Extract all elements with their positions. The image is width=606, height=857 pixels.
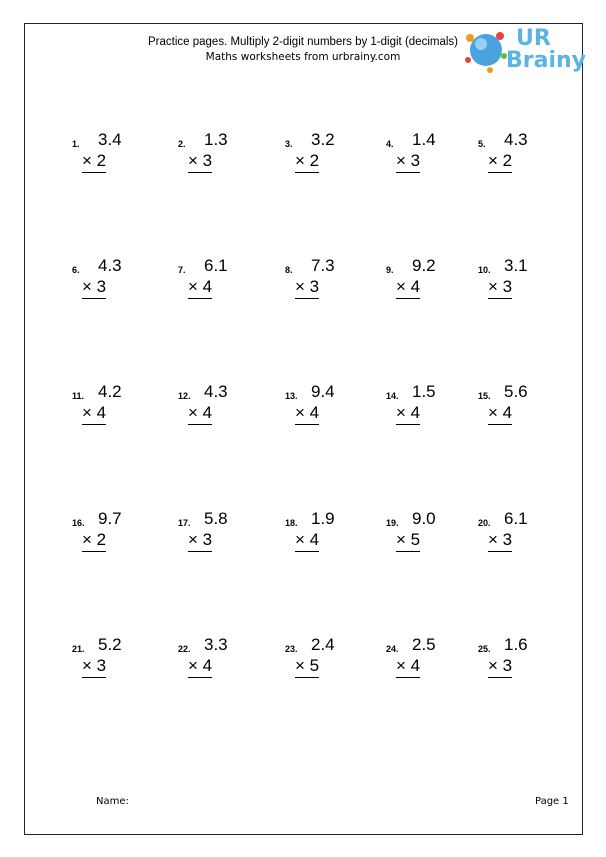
problem-item <box>285 509 365 563</box>
problem-multiplier: × 4 <box>396 655 420 678</box>
problem-number: 18. <box>285 518 298 528</box>
problem-multiplicand: 5.6 <box>504 382 528 401</box>
problem-multiplier: × 3 <box>295 276 319 299</box>
problem-number: 21. <box>72 644 85 654</box>
problem-multiplier: × 5 <box>295 655 319 678</box>
problem-multiplicand: 1.6 <box>504 635 528 654</box>
name-label: Name: <box>96 796 129 807</box>
problem-multiplier: × 3 <box>488 655 512 678</box>
problem-number: 25. <box>478 644 491 654</box>
problem-item <box>386 130 466 184</box>
problem-multiplicand: 2.5 <box>412 635 436 654</box>
problem-multiplier: × 2 <box>295 150 319 173</box>
problem-item <box>285 130 365 184</box>
problem-number: 13. <box>285 391 298 401</box>
problem-multiplier: × 3 <box>396 150 420 173</box>
problem-multiplicand: 4.3 <box>98 256 122 275</box>
problem-item <box>285 382 365 436</box>
problem-number: 4. <box>386 139 394 149</box>
problem-number: 2. <box>178 139 186 149</box>
problem-item <box>386 509 466 563</box>
problem-item <box>72 635 152 689</box>
worksheet-subtitle: Maths worksheets from urbrainy.com <box>205 51 401 63</box>
problem-multiplicand: 2.4 <box>311 635 335 654</box>
problem-item <box>178 635 258 689</box>
problem-item <box>478 509 558 563</box>
problem-number: 19. <box>386 518 399 528</box>
problem-item <box>178 130 258 184</box>
problem-number: 9. <box>386 265 394 275</box>
problem-multiplier: × 4 <box>295 529 319 552</box>
problem-multiplicand: 4.3 <box>204 382 228 401</box>
problem-multiplicand: 4.2 <box>98 382 122 401</box>
problem-multiplier: × 3 <box>488 529 512 552</box>
problem-multiplicand: 4.3 <box>504 130 528 149</box>
problem-item <box>478 382 558 436</box>
problem-multiplicand: 9.2 <box>412 256 436 275</box>
logo-text-brainy: Brainy <box>506 48 587 73</box>
problem-number: 8. <box>285 265 293 275</box>
problem-item <box>178 382 258 436</box>
problem-multiplier: × 4 <box>188 276 212 299</box>
problem-multiplier: × 4 <box>188 655 212 678</box>
problem-item <box>72 382 152 436</box>
problem-item <box>386 382 466 436</box>
problem-multiplier: × 3 <box>188 529 212 552</box>
problem-multiplier: × 3 <box>82 655 106 678</box>
problem-number: 1. <box>72 139 80 149</box>
problem-item <box>72 509 152 563</box>
urbrainy-logo <box>460 26 587 76</box>
problem-multiplier: × 2 <box>82 529 106 552</box>
problem-multiplier: × 4 <box>396 402 420 425</box>
problem-multiplicand: 7.3 <box>311 256 335 275</box>
problem-item <box>478 130 558 184</box>
problem-number: 7. <box>178 265 186 275</box>
problem-multiplier: × 5 <box>396 529 420 552</box>
problem-multiplicand: 9.4 <box>311 382 335 401</box>
problem-multiplicand: 6.1 <box>504 509 528 528</box>
problem-item <box>285 635 365 689</box>
problem-item <box>478 256 558 310</box>
problem-multiplier: × 3 <box>82 276 106 299</box>
problem-item <box>386 256 466 310</box>
problem-number: 20. <box>478 518 491 528</box>
problem-number: 22. <box>178 644 191 654</box>
problem-number: 24. <box>386 644 399 654</box>
problem-item <box>72 130 152 184</box>
problem-multiplicand: 1.5 <box>412 382 436 401</box>
problem-multiplicand: 1.9 <box>311 509 335 528</box>
problem-item <box>72 256 152 310</box>
page-number: Page 1 <box>535 796 569 807</box>
problem-number: 16. <box>72 518 85 528</box>
problem-number: 5. <box>478 139 486 149</box>
problem-multiplier: × 4 <box>488 402 512 425</box>
problem-item <box>478 635 558 689</box>
problem-multiplier: × 2 <box>488 150 512 173</box>
problem-item <box>285 256 365 310</box>
problem-number: 6. <box>72 265 80 275</box>
problem-multiplier: × 3 <box>188 150 212 173</box>
problem-multiplicand: 5.8 <box>204 509 228 528</box>
problem-multiplier: × 4 <box>396 276 420 299</box>
problem-multiplier: × 4 <box>188 402 212 425</box>
problem-multiplicand: 9.0 <box>412 509 436 528</box>
problem-number: 15. <box>478 391 491 401</box>
problem-multiplicand: 1.4 <box>412 130 436 149</box>
problem-multiplicand: 3.4 <box>98 130 122 149</box>
problem-multiplier: × 4 <box>295 402 319 425</box>
problem-item <box>178 256 258 310</box>
problem-number: 17. <box>178 518 191 528</box>
problem-multiplicand: 3.3 <box>204 635 228 654</box>
problem-number: 3. <box>285 139 293 149</box>
problem-number: 12. <box>178 391 191 401</box>
problem-multiplier: × 4 <box>82 402 106 425</box>
problem-multiplicand: 3.1 <box>504 256 528 275</box>
problem-multiplier: × 2 <box>82 150 106 173</box>
problem-number: 14. <box>386 391 399 401</box>
problem-multiplicand: 6.1 <box>204 256 228 275</box>
problem-item <box>178 509 258 563</box>
logo-text-ur: UR <box>516 26 551 51</box>
problem-multiplicand: 5.2 <box>98 635 122 654</box>
problem-multiplicand: 1.3 <box>204 130 228 149</box>
problem-multiplicand: 9.7 <box>98 509 122 528</box>
problem-number: 23. <box>285 644 298 654</box>
problem-number: 10. <box>478 265 491 275</box>
problem-item <box>386 635 466 689</box>
problem-multiplier: × 3 <box>488 276 512 299</box>
problem-multiplicand: 3.2 <box>311 130 335 149</box>
worksheet-title: Practice pages. Multiply 2-digit numbers by 1-digit (decimals) <box>148 36 458 48</box>
problem-number: 11. <box>72 391 85 401</box>
